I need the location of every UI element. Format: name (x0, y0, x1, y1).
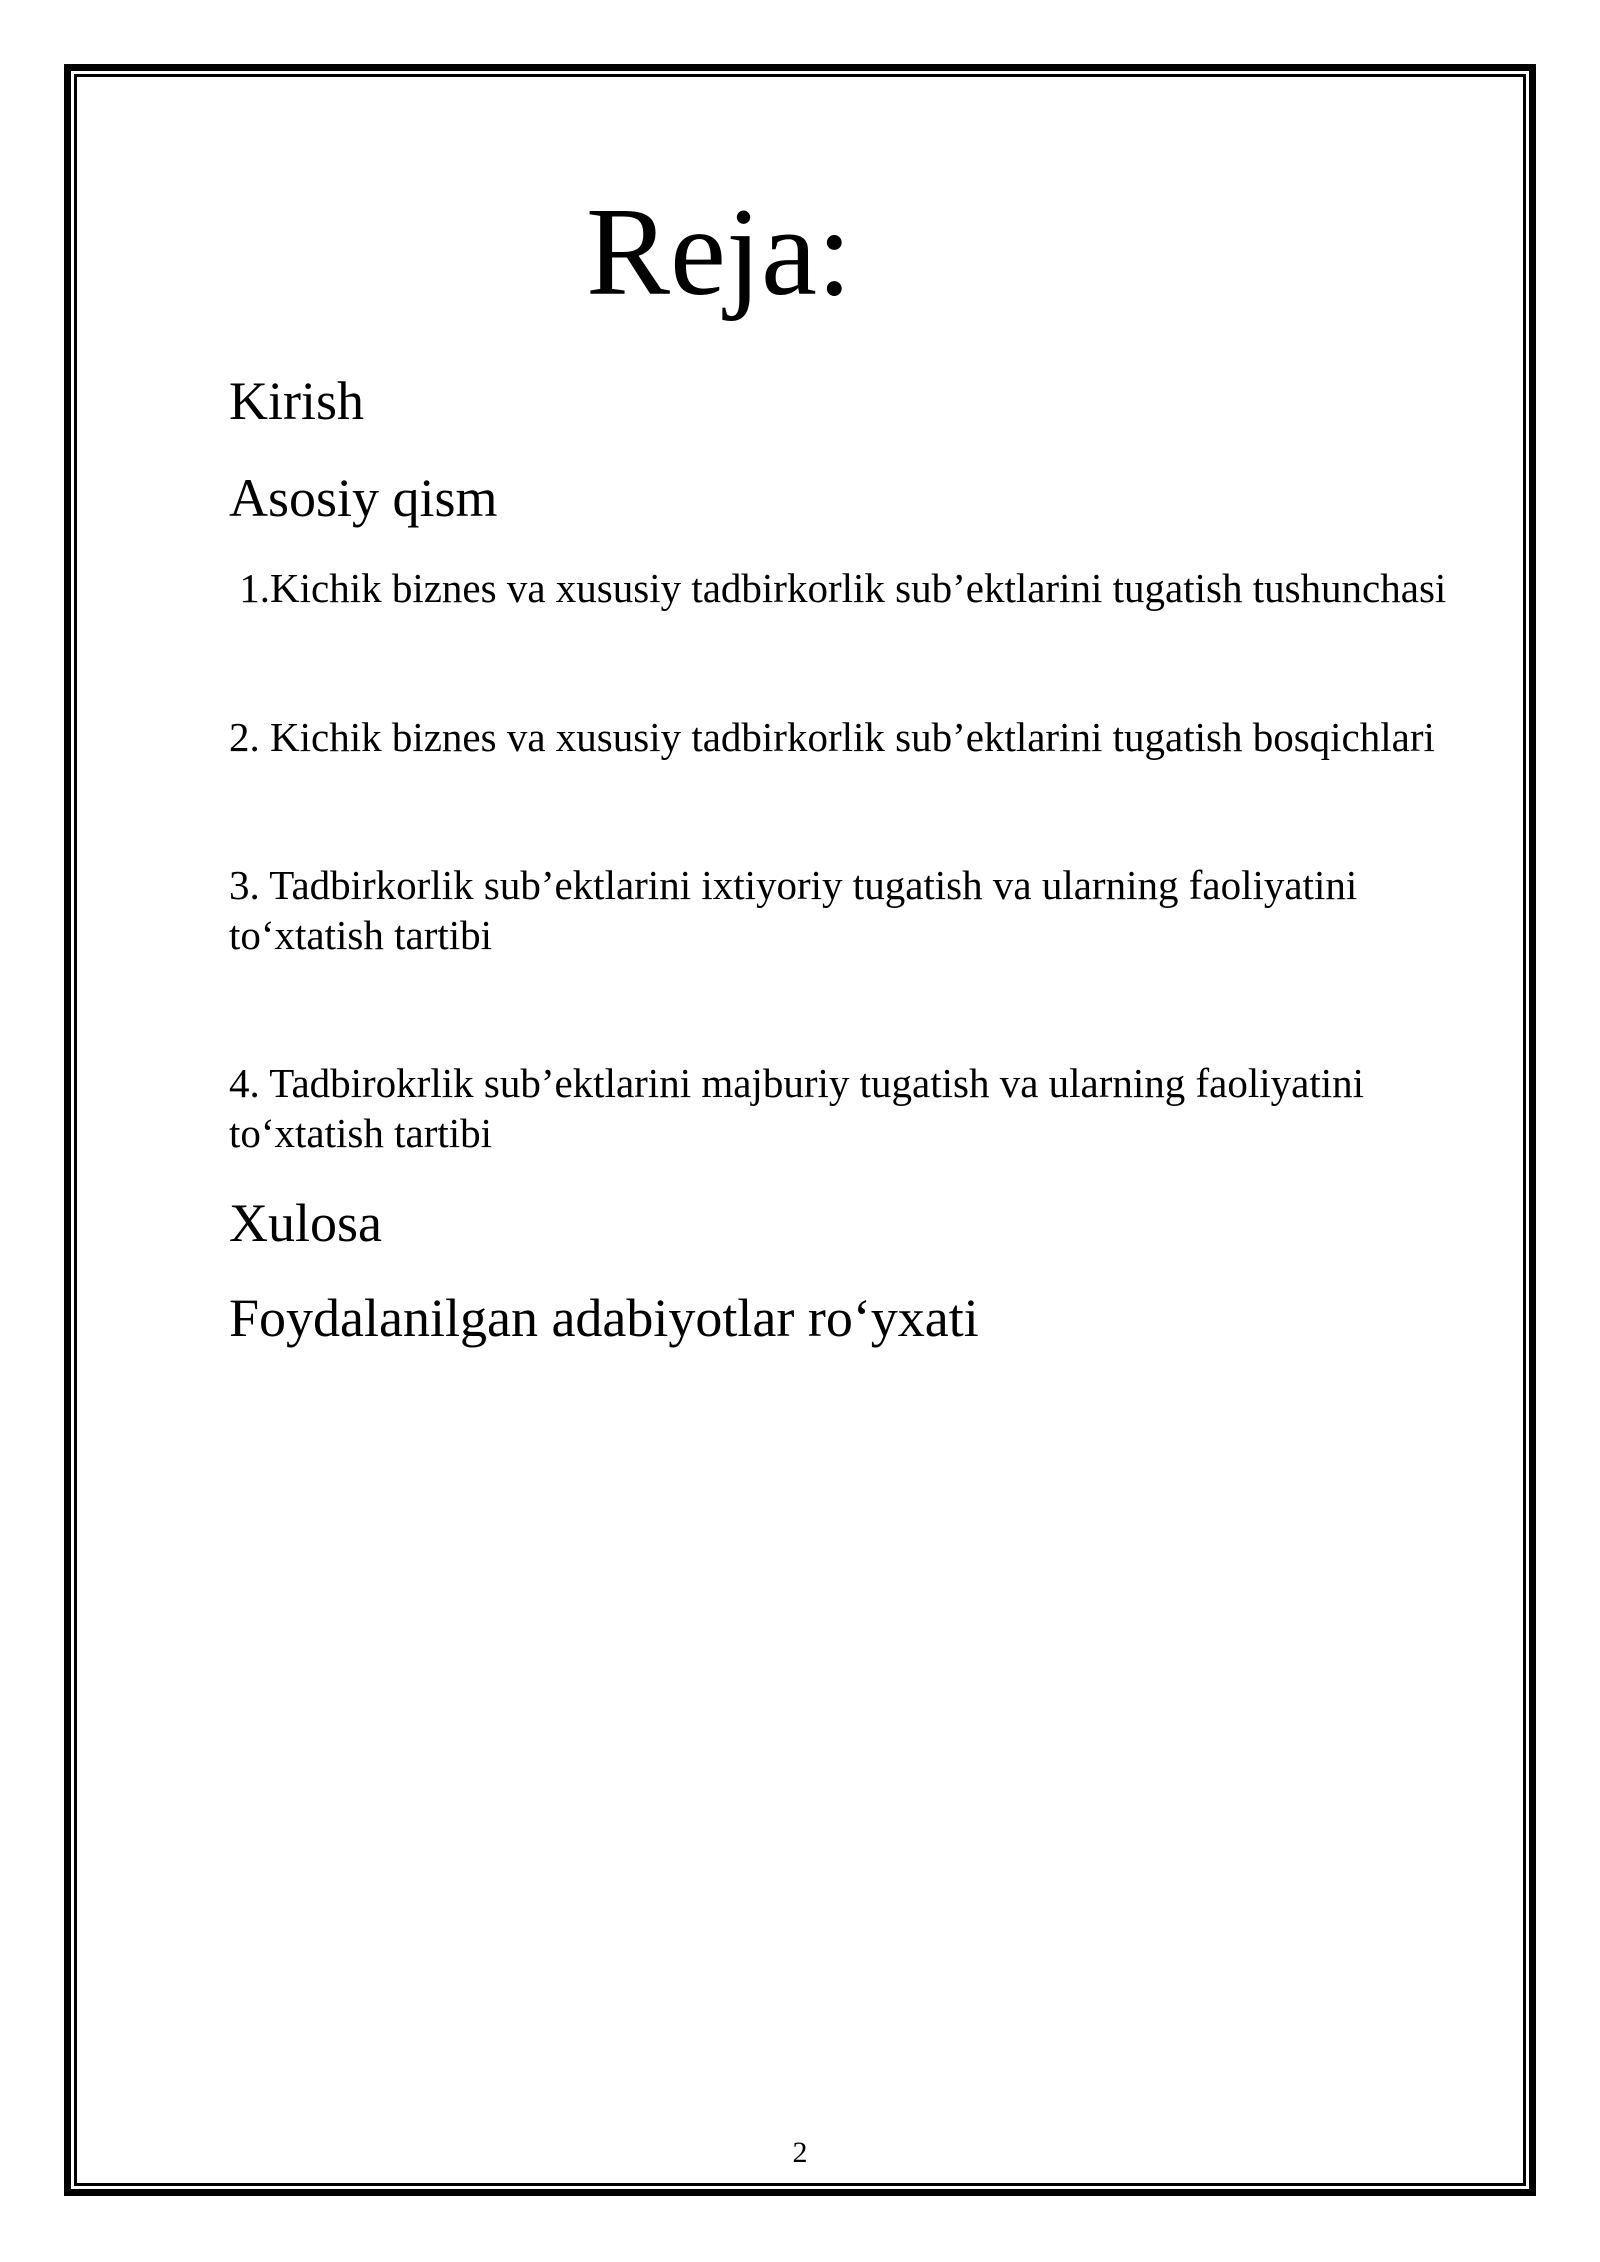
plan-item-1: 1.Kichik biznes va xususiy tadbirkorlik sub’ektlarini tugatish tushunchasi (229, 565, 1447, 611)
main-part-heading: Asosiy qism (229, 468, 498, 528)
plan-title: Reja: (586, 183, 852, 322)
introduction-heading: Kirish (229, 371, 364, 431)
conclusion-heading: Xulosa (229, 1193, 382, 1253)
references-heading: Foydalanilgan adabiyotlar ro‘yxati (229, 1288, 979, 1348)
plan-item-2: 2. Kichik biznes va xususiy tadbirkorlik sub’ektlarini tugatish bosqichlari (229, 714, 1435, 760)
plan-item-3: 3. Tadbirkorlik sub’ektlarini ixtiyoriy tugatish va ularning faoliyatini to‘xtatish tartibi (229, 862, 1358, 958)
plan-item-4: 4. Tadbirokrlik sub’ektlarini majburiy tugatish va ularning faoliyatini to‘xtatish tartibi (229, 1060, 1365, 1156)
page-number: 2 (792, 2136, 808, 2169)
